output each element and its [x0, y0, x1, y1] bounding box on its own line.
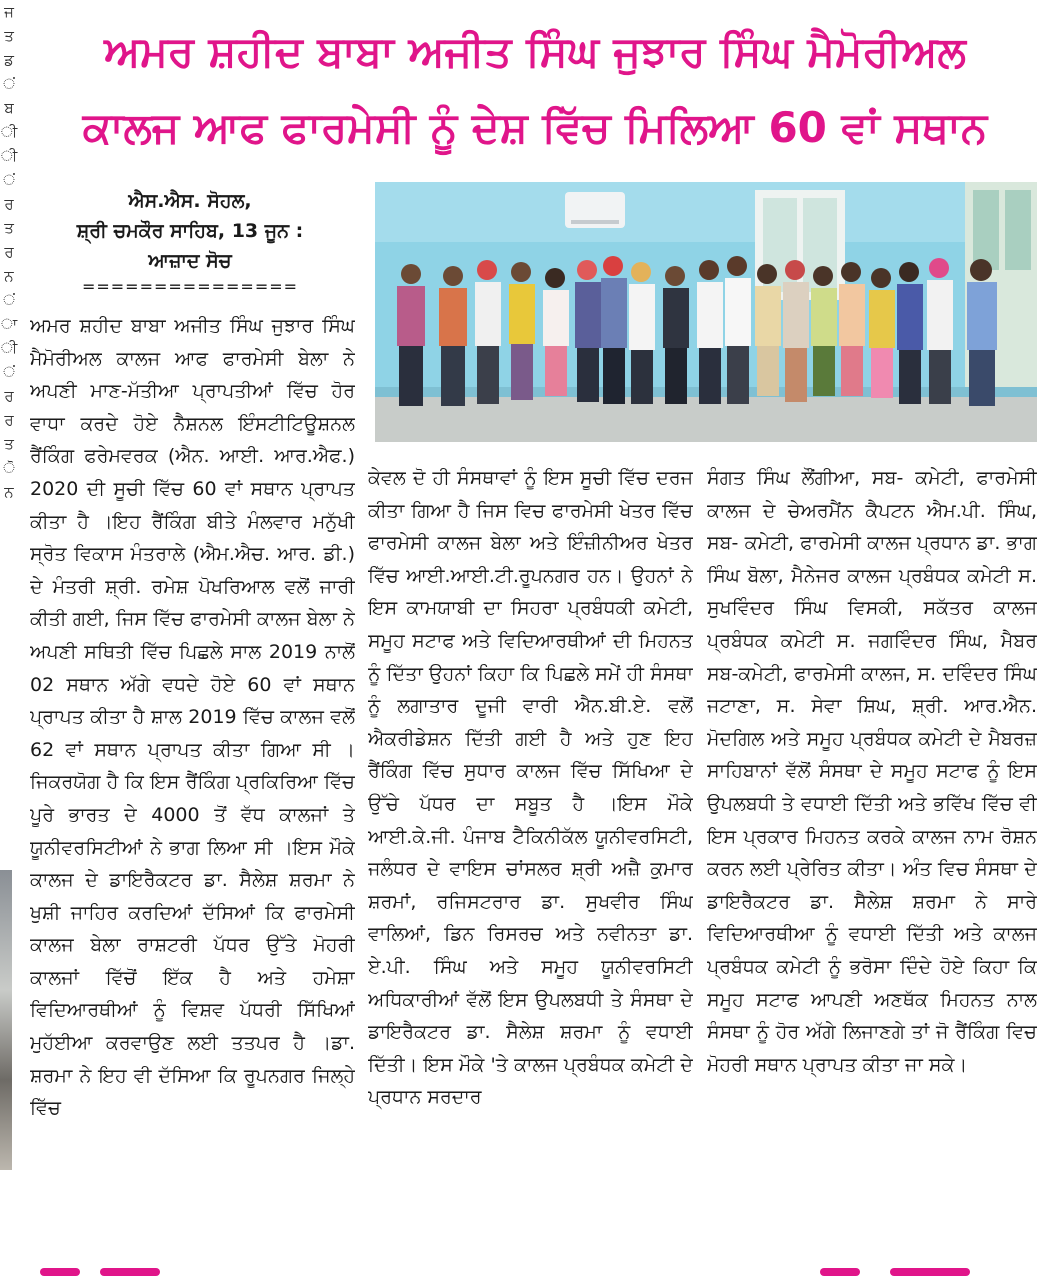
- edge-char: ਜ: [4, 3, 14, 21]
- group-photo: [375, 182, 1037, 442]
- edge-char: ੀ: [0, 123, 18, 141]
- next-headline-fragment: [0, 1262, 1062, 1280]
- byline-place-date: ਸ਼੍ਰੀ ਚਮਕੌਰ ਸਾਹਿਬ, 13 ਜੂਨ :: [76, 220, 304, 242]
- adjacent-column-fragment: [0, 0, 18, 700]
- byline-publication: ਆਜ਼ਾਦ ਸੋਚ: [148, 250, 232, 272]
- edge-char: ਨ: [4, 483, 14, 501]
- edge-char: ਂ: [2, 171, 15, 189]
- edge-char: ਰ: [4, 387, 14, 405]
- byline-author: ਐਸ.ਐਸ. ਸੋਹਲ,: [128, 190, 252, 212]
- article-column-2: ਕੇਵਲ ਦੋ ਹੀ ਸੰਸਥਾਵਾਂ ਨੂੰ ਇਸ ਸੂਚੀ ਵਿੱਚ ਦਰਜ ਕੀਤਾ ਗਿਆ ਹੈ ਜਿਸ ਵਿਚ ਫਾਰਮੇਸੀ ਖੇਤਰ ਵਿੱਚ ਫਾਰਮੇਸੀ ਕਾਲਜ ਬੇਲਾ ਅਤੇ ਇੰਜ਼ੀਨੀਅਰ ਖੇਤਰ ਵਿੱਚ ਆਈ.ਆਈ.ਟੀ.ਰੂਪਨਗਰ ਹਨ। ਉਹਨਾਂ ਨੇ ਇਸ ਕਾਮਯਾਬੀ ਦਾ ਸਿਹਰਾ ਪ੍ਰਬੰਧਕੀ ਕਮੇਟੀ, ਸਮੂਹ ਸਟਾਫ ਅਤੇ ਵਿਦਿਆਰਥੀਆਂ ਦੀ ਮਿਹਨਤ ਨੂੰ ਦਿੱਤਾ ਉਹਨਾਂ ਕਿਹਾ ਕਿ ਪਿਛਲੇ ਸਮੇਂ ਹੀ ਸੰਸਥਾ ਨੂੰ ਲਗਾਤਾਰ ਦੂਜੀ ਵਾਰੀ ਐਨ.ਬੀ.ਏ. ਵਲੋਂ ਐਕਰੀਡੇਸ਼ਨ ਦਿੱਤੀ ਗਈ ਹੈ ਅਤੇ ਹੁਣ ਇਹ ਰੈਂਕਿੰਗ ਵਿੱਚ ਸੁਧਾਰ ਕਾਲਜ ਵਿੱਚ ਸਿੱਖਿਆ ਦੇ ਉੱਚੇ ਪੱਧਰ ਦਾ ਸਬੂਤ ਹੈ ।ਇਸ ਮੌਕੇ ਆਈ.ਕੇ.ਜੀ. ਪੰਜਾਬ ਟੈਕਿਨੀਕੱਲ ਯੂਨੀਵਰਸਿਟੀ, ਜਲੰਧਰ ਦੇ ਵਾਇਸ ਚਾਂਸਲਰ ਸ਼੍ਰੀ ਅਜ਼ੈ ਕੁਮਾਰ ਸ਼ਰਮਾਂ, ਰਜਿਸਟਰਾਰ ਡਾ. ਸੁਖਵੀਰ ਸਿੰਘ ਵਾਲਿਆਂ, ਡਿਨ ਰਿਸਰਚ ਅਤੇ ਨਵੀਨਤਾ ਡਾ. ਏ.ਪੀ. ਸਿੰਘ ਅਤੇ ਸਮੂਹ ਯੂਨੀਵਰਸਿਟੀ ਅਧਿਕਾਰੀਆਂ ਵੱਲੋਂ ਇਸ ਉਪਲਬਧੀ ਤੇ ਸੰਸਥਾ ਦੇ ਡਾਇਰੈਕਟਰ ਡਾ. ਸੈਲੇਸ਼ ਸ਼ਰਮਾ ਨੂੰ ਵਧਾਈ ਦਿੱਤੀ। ਇਸ ਮੌਕੇ 'ਤੇ ਕਾਲਜ ਪ੍ਰਬੰਧਕ ਕਮੇਟੀ ਦੇ ਪ੍ਰਧਾਨ ਸਰਦਾਰ: [368, 467, 693, 1109]
- edge-char: ੋ: [2, 459, 15, 477]
- edge-char: ਾ: [0, 315, 18, 333]
- article-column-3: ਸੰਗਤ ਸਿੰਘ ਲੌਂਗੀਆ, ਸਬ- ਕਮੇਟੀ, ਫਾਰਮੇਸੀ ਕਾਲਜ ਦੇ ਚੇਅਰਮੈਂਨ ਕੈਪਟਨ ਐਮ.ਪੀ. ਸਿੰਘ, ਸਬ- ਕਮੇਟੀ, ਫਾਰਮੇਸੀ ਕਾਲਜ ਪ੍ਰਧਾਨ ਡਾ. ਭਾਗ ਸਿੰਘ ਬੋਲਾ, ਮੈਨੇਜਰ ਕਾਲਜ ਪ੍ਰਬੰਧਕ ਕਮੇਟੀ ਸ. ਸੁਖਵਿੰਦਰ ਸਿੰਘ ਵਿਸਕੀ, ਸਕੱਤਰ ਕਾਲਜ ਪ੍ਰਬੰਧਕ ਕਮੇਟੀ ਸ. ਜਗਵਿੰਦਰ ਸਿੰਘ, ਮੈਬਰ ਸਬ-ਕਮੇਟੀ, ਫਾਰਮੇਸੀ ਕਾਲਜ, ਸ. ਦਵਿੰਦਰ ਸਿੰਘ ਜਟਾਣਾ, ਸ. ਸੇਵਾ ਸ਼ਿਘ, ਸ਼੍ਰੀ. ਆਰ.ਐਨ. ਮੋਦਗਿਲ ਅਤੇ ਸਮੂਹ ਪ੍ਰਬੰਧਕ ਕਮੇਟੀ ਦੇ ਮੈਬਰਜ਼ ਸਾਹਿਬਾਨਾਂ ਵੱਲੋਂ ਸੰਸਥਾ ਦੇ ਸਮੂਹ ਸਟਾਫ ਨੂੰ ਇਸ ਉਪਲਬਧੀ ਤੇ ਵਧਾਈ ਦਿੱਤੀ ਅਤੇ ਭਵਿੱਖ ਵਿੱਚ ਵੀ ਇਸ ਪ੍ਰਕਾਰ ਮਿਹਨਤ ਕਰਕੇ ਕਾਲਜ ਨਾਮ ਰੋਸ਼ਨ ਕਰਨ ਲਈ ਪ੍ਰੇਰਿਤ ਕੀਤਾ। ਅੰਤ ਵਿਚ ਸੰਸਥਾ ਦੇ ਡਾਇਰੈਕਟਰ ਡਾ. ਸੈਲੇਸ਼ ਸ਼ਰਮਾ ਨੇ ਸਾਰੇ ਵਿਦਿਆਰਥੀਆ ਨੂੰ ਵਧਾਈ ਦਿੱਤੀ ਅਤੇ ਕਾਲਜ ਪ੍ਰਬੰਧਕ ਕਮੇਟੀ ਨੂੰ ਭਰੋਸਾ ਦਿੰਦੇ ਹੋਏ ਕਿਹਾ ਕਿ ਸਮੂਹ ਸਟਾਫ ਆਪਣੀ ਅਣਥੱਕ ਮਿਹਨਤ ਨਾਲ ਸੰਸਥਾ ਨੂੰ ਹੋਰ ਅੱਗੇ ਲਿਜਾਣਗੇ ਤਾਂ ਜੋ ਰੈਂਕਿੰਗ ਵਿਚ ਮੋਹਰੀ ਸਥਾਨ ਪ੍ਰਾਪਤ ਕੀਤਾ ਜਾ ਸਕੇ।: [707, 467, 1037, 1076]
- byline-separator: ===============: [81, 277, 299, 296]
- edge-char: ਬ: [4, 99, 14, 117]
- byline: [40, 186, 340, 298]
- adjacent-photo-fragment: [0, 870, 12, 1170]
- headline-line-1: ਅਮਰ ਸ਼ਹੀਦ ਬਾਬਾ ਅਜੀਤ ਸਿੰਘ ਜੁਝਾਰ ਸਿੰਘ ਮੈਮੋਰੀਅਲ: [104, 27, 966, 76]
- edge-char: ਂ: [2, 291, 15, 309]
- article-column-1: ਅਮਰ ਸ਼ਹੀਦ ਬਾਬਾ ਅਜੀਤ ਸਿੰਘ ਜੁਝਾਰ ਸਿੰਘ ਮੈਮੋਰੀਅਲ ਕਾਲਜ ਆਫ ਫਾਰਮੇਸੀ ਬੇਲਾ ਨੇ ਅਪਣੀ ਮਾਣ-ਮੱਤੀਆ ਪ੍ਰਾਪਤੀਆਂ ਵਿੱਚ ਹੋਰ ਵਾਧਾ ਕਰਦੇ ਹੋਏ ਨੈਸ਼ਨਲ ਇੰਸਟੀਟਿਊਸ਼ਨਲ ਰੈਂਕਿੰਗ ਫਰੇਮਵਰਕ (ਐਨ. ਆਈ. ਆਰ.ਐਫ.) 2020 ਦੀ ਸੂਚੀ ਵਿੱਚ 60 ਵਾਂ ਸਥਾਨ ਪ੍ਰਾਪਤ ਕੀਤਾ ਹੈ ।ਇਹ ਰੈਂਕਿੰਗ ਬੀਤੇ ਮੰਲਵਾਰ ਮਨੁੱਖੀ ਸ੍ਰੋਤ ਵਿਕਾਸ ਮੰਤਰਾਲੇ (ਐਮ.ਐਚ. ਆਰ. ਡੀ.) ਦੇ ਮੰਤਰੀ ਸ਼੍ਰੀ. ਰਮੇਸ਼ ਪੋਖਰਿਆਲ ਵਲੋਂ ਜਾਰੀ ਕੀਤੀ ਗਈ, ਜਿਸ ਵਿੱਚ ਫਾਰਮੇਸੀ ਕਾਲਜ ਬੇਲਾ ਨੇ ਅਪਣੀ ਸਥਿਤੀ ਵਿੱਚ ਪਿਛਲੇ ਸਾਲ 2019 ਨਾਲੋਂ 02 ਸਥਾਨ ਅੱਗੇ ਵਧਦੇ ਹੋਏ 60 ਵਾਂ ਸਥਾਨ ਪ੍ਰਾਪਤ ਕੀਤਾ ਹੈ ਸ਼ਾਲ 2019 ਵਿੱਚ ਕਾਲਜ ਵਲੋਂ 62 ਵਾਂ ਸਥਾਨ ਪ੍ਰਾਪਤ ਕੀਤਾ ਗਿਆ ਸੀ ।ਜਿਕਰਯੋਗ ਹੈ ਕਿ ਇਸ ਰੈਂਕਿੰਗ ਪ੍ਰਕਿਰਿਆ ਵਿੱਚ ਪੂਰੇ ਭਾਰਤ ਦੇ 4000 ਤੋਂ ਵੱਧ ਕਾਲਜਾਂ ਤੇ ਯੂਨੀਵਰਸਿਟੀਆਂ ਨੇ ਭਾਗ ਲਿਆ ਸੀ ।ਇਸ ਮੌਕੇ ਕਾਲਜ ਦੇ ਡਾਇਰੈਕਟਰ ਡਾ. ਸੈਲੇਸ਼ ਸ਼ਰਮਾ ਨੇ ਖੁਸ਼ੀ ਜਾਹਿਰ ਕਰਦਿਆਂ ਦੱਸਿਆਂ ਕਿ ਫਾਰਮੇਸੀ ਕਾਲਜ ਬੇਲਾ ਰਾਸ਼ਟਰੀ ਪੱਧਰ ਉੱਤੇ ਮੋਹਰੀ ਕਾਲਜਾਂ ਵਿੱਚੋਂ ਇੱਕ ਹੈ ਅਤੇ ਹਮੇਸ਼ਾ ਵਿਦਿਆਰਥੀਆਂ ਨੂੰ ਵਿਸ਼ਵ ਪੱਧਰੀ ਸਿੱਖਿਆਂ ਮੁਹੱਈਆ ਕਰਵਾਉਣ ਲਈ ਤਤਪਰ ਹੈ ।ਡਾ. ਸ਼ਰਮਾ ਨੇ ਇਹ ਵੀ ਦੱਸਿਆ ਕਿ ਰੂਪਨਗਰ ਜਿਲ੍ਹੇ ਵਿੱਚ: [30, 315, 355, 1120]
- edge-char: ਰ: [4, 243, 14, 261]
- edge-char: ਂ: [2, 363, 15, 381]
- edge-char: ਤ: [4, 435, 14, 453]
- edge-char: ਰ: [4, 411, 14, 429]
- edge-char: ਡ: [4, 51, 14, 69]
- edge-char: ਨ: [4, 267, 14, 285]
- edge-char: ੀ: [0, 147, 18, 165]
- edge-char: ਂ: [2, 75, 15, 93]
- edge-char: ਰ: [4, 195, 14, 213]
- edge-char: ਤ: [4, 219, 14, 237]
- group-photo-drawing: [375, 182, 1037, 442]
- edge-char: ਤ: [4, 27, 14, 45]
- headline-line-2: ਕਾਲਜ ਆਫ ਫਾਰਮੇਸੀ ਨੂੰ ਦੇਸ਼ ਵਿੱਚ ਮਿਲਿਆ 60 ਵਾਂ ਸਥਾਨ: [82, 103, 988, 152]
- edge-char: ੀ: [0, 339, 18, 357]
